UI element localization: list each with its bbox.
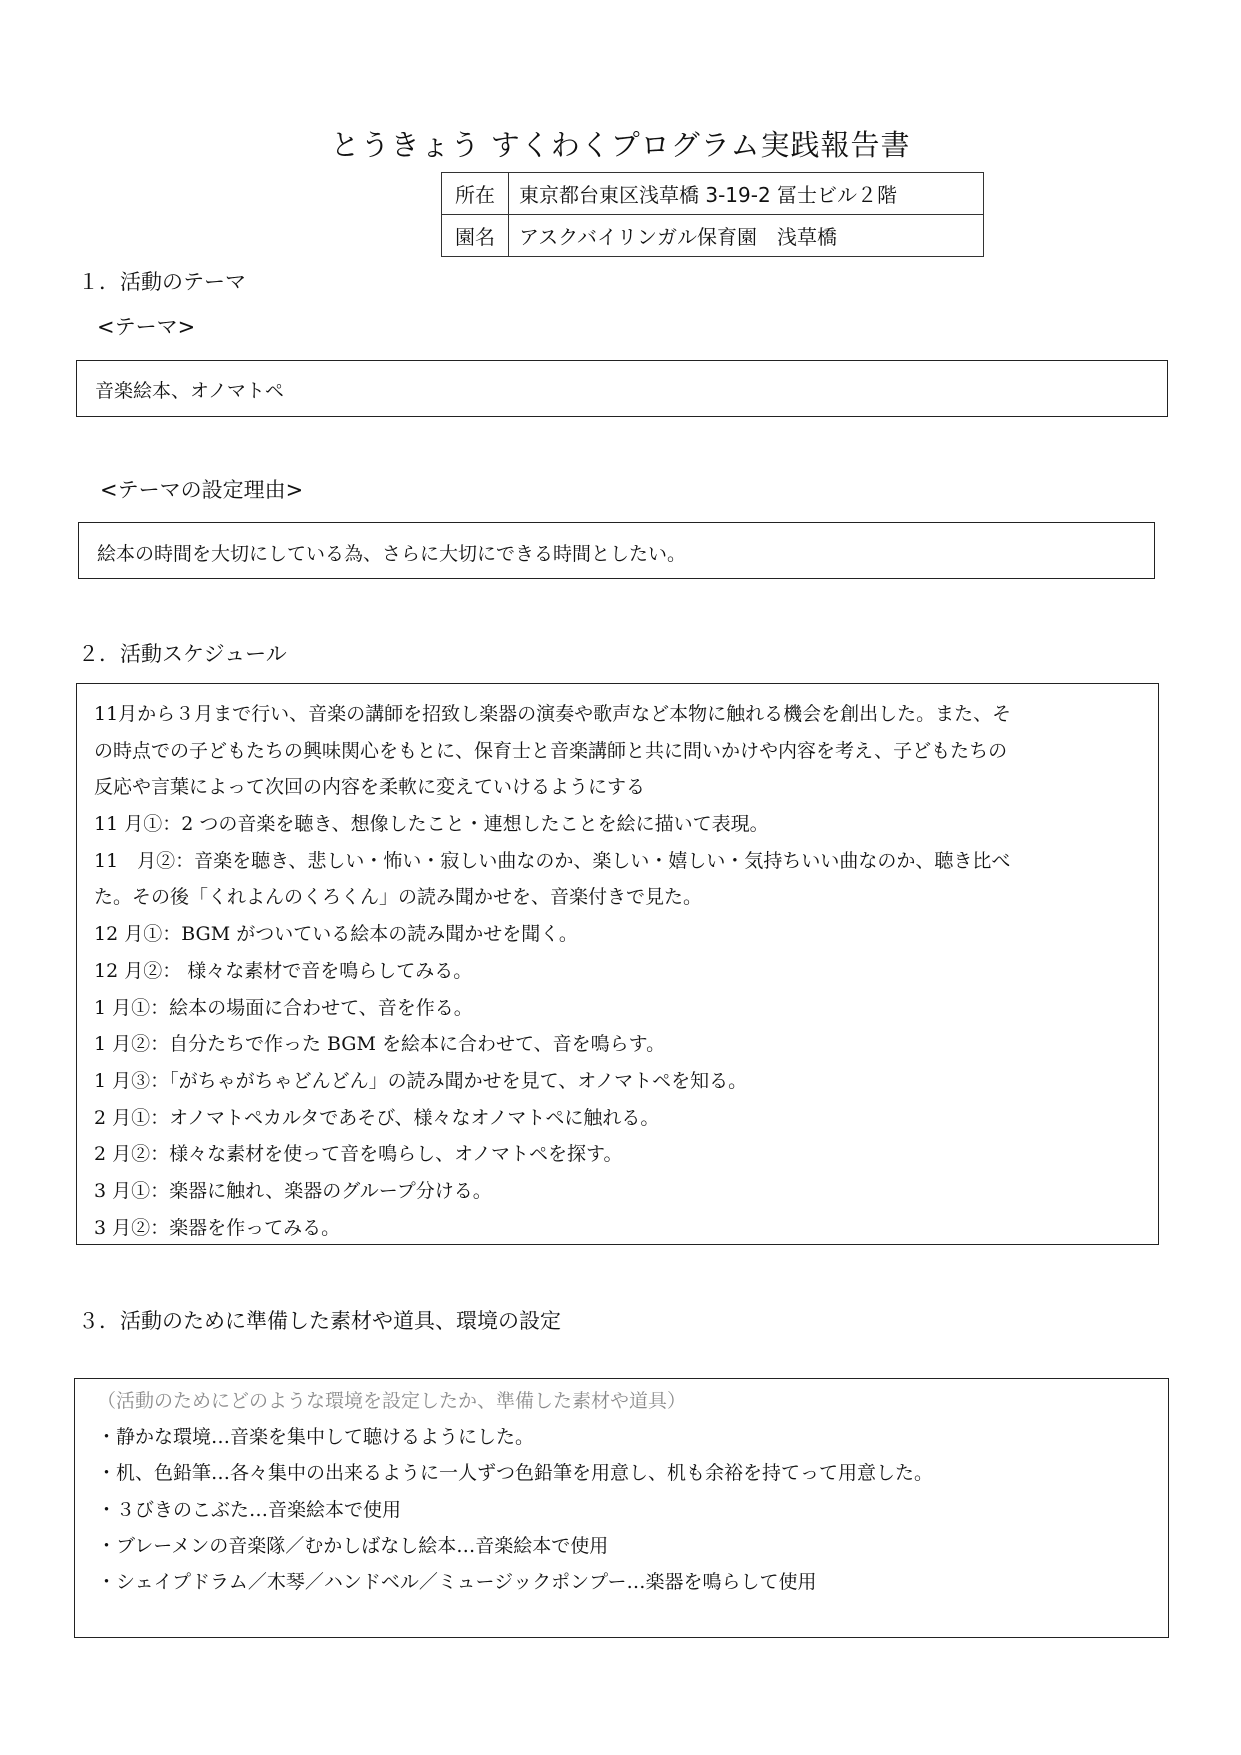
- schedule-lines: [94, 696, 1144, 1246]
- facility-info-table: [441, 172, 984, 257]
- schedule-line: 11月から３月まで行い、音楽の講師を招致し楽器の演奏や歌声など本物に触れる機会を創出した。また、そ: [94, 703, 1012, 725]
- materials-item: ・シェイプドラム／木琴／ハンドベル／ミュージックポンプー…楽器を鳴らして使用: [97, 1570, 817, 1593]
- schedule-line: の時点での子どもたちの興味関心をもとに、保育士と音楽講師と共に問いかけや内容を考え、子どもたちの: [94, 739, 1008, 762]
- schedule-line: 2 月①：オノマトペカルタであそび、様々なオノマトペに触れる。: [94, 1106, 660, 1129]
- section2-heading: ２．活動スケジュール: [78, 642, 287, 666]
- theme-text: 音楽絵本、オノマトペ: [95, 380, 284, 402]
- materials-item: ・ブレーメンの音楽隊／むかしばなし絵本…音楽絵本で使用: [97, 1534, 609, 1557]
- nursery-name-value: アスクバイリンガル保育園 浅草橋: [509, 215, 984, 257]
- materials-item: ・３びきのこぶた…音楽絵本で使用: [97, 1498, 402, 1521]
- theme-box: [76, 360, 1168, 417]
- schedule-box: [76, 683, 1159, 1245]
- schedule-line: 1 月②：自分たちで作った BGM を絵本に合わせて、音を鳴らす。: [94, 1033, 666, 1056]
- theme-reason-box: [78, 522, 1155, 579]
- schedule-line: 11 月②：音楽を聴き、悲しい・怖い・寂しい曲なのか、楽しい・嬉しい・気持ちいい曲なのか、聴き比べ: [94, 849, 1011, 872]
- schedule-line: た。その後「くれよんのくろくん」の読み聞かせを、音楽付きで見た。: [94, 886, 703, 909]
- materials-box: [74, 1378, 1169, 1638]
- schedule-line: 1 月③：「がちゃがちゃどんどん」の読み聞かせを見て、オノマトペを知る。: [94, 1069, 748, 1092]
- theme-reason-label: <テーマの設定理由>: [100, 478, 304, 502]
- schedule-line: 12 月①：BGM がついている絵本の読み聞かせを聞く。: [94, 923, 578, 946]
- page-title: とうきょう すくわくプログラム実践報告書: [330, 128, 911, 162]
- schedule-line: 3 月①：楽器に触れ、楽器のグループ分ける。: [94, 1179, 492, 1202]
- theme-reason-text: 絵本の時間を大切にしている為、さらに大切にできる時間としたい。: [97, 543, 687, 565]
- nursery-name-label: 園名: [442, 215, 509, 257]
- schedule-line: 12 月②： 様々な素材で音を鳴らしてみる。: [94, 959, 473, 982]
- schedule-line: 反応や言葉によって次回の内容を柔軟に変えていけるようにする: [94, 776, 646, 799]
- materials-item: ・静かな環境…音楽を集中して聴けるようにした。: [97, 1426, 535, 1449]
- schedule-line: 11 月①：2 つの音楽を聴き、想像したこと・連想したことを絵に描いて表現。: [94, 813, 769, 836]
- location-value: 東京都台東区浅草橋 3-19-2 冨士ビル２階: [509, 173, 984, 215]
- materials-item: ・机、色鉛筆…各々集中の出来るように一人ずつ色鉛筆を用意し、机も余裕を持てって用意した。: [97, 1462, 934, 1485]
- materials-hint: （活動のためにどのような環境を設定したか、準備した素材や道具）: [97, 1390, 687, 1412]
- theme-label: <テーマ>: [97, 315, 196, 339]
- materials-lines: [97, 1383, 933, 1600]
- schedule-line: 3 月②：楽器を作ってみる。: [94, 1216, 341, 1239]
- nursery-name-row: [442, 215, 984, 257]
- location-label: 所在: [442, 173, 509, 215]
- section3-heading: ３．活動のために準備した素材や道具、環境の設定: [78, 1309, 561, 1333]
- location-row: [442, 173, 984, 215]
- schedule-line: 1 月①：絵本の場面に合わせて、音を作る。: [94, 996, 473, 1019]
- section1-heading: １．活動のテーマ: [78, 270, 246, 294]
- schedule-line: 2 月②：様々な素材を使って音を鳴らし、オノマトペを探す。: [94, 1143, 623, 1166]
